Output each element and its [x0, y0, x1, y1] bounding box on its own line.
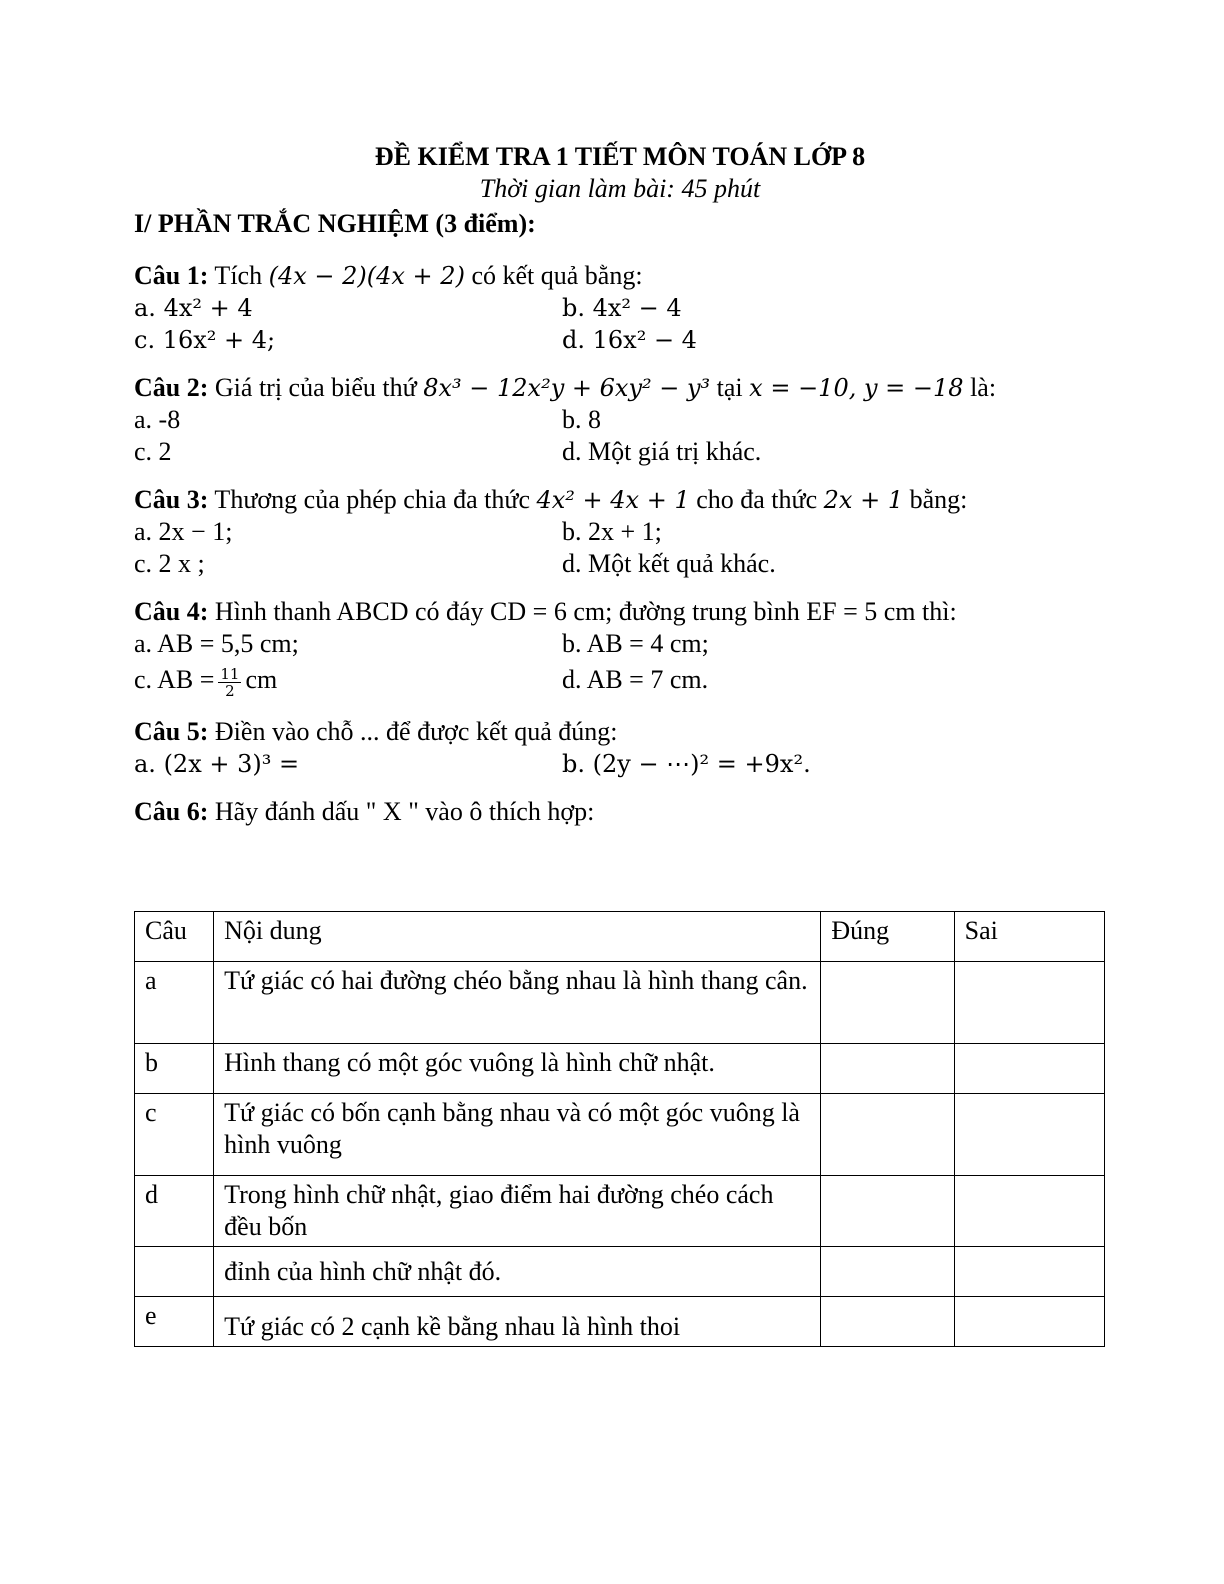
answer-false-cell[interactable] — [954, 1044, 1104, 1094]
table-row — [135, 1176, 1105, 1247]
option-a: a. 2x − 1; — [134, 517, 233, 546]
question-3 — [134, 484, 1106, 580]
option-b: b. 8 — [562, 405, 601, 434]
option-b: b. (2y − ⋯)² = +9x². — [562, 750, 811, 778]
answer-false-cell[interactable] — [954, 1297, 1104, 1347]
row-content: đỉnh của hình chữ nhật đó. — [214, 1247, 821, 1297]
math-expression: (4x − 2)(4x + 2) — [268, 262, 465, 290]
option-c-prefix: c. AB = — [134, 665, 215, 694]
exam-duration: Thời gian làm bài: 45 phút — [479, 174, 761, 203]
options-grid — [134, 404, 1106, 468]
option-a: a. 4x² + 4 — [134, 294, 253, 322]
fraction-numerator: 11 — [220, 664, 240, 683]
exam-title: ĐỀ KIỂM TRA 1 TIẾT MÔN TOÁN LỚP 8 — [374, 142, 866, 171]
options-grid — [134, 516, 1106, 580]
answer-true-cell[interactable] — [821, 1297, 954, 1347]
math-expression: 2x + 1 — [823, 486, 904, 514]
option-a: a. -8 — [134, 405, 181, 434]
option-a: a. (2x + 3)³ = — [134, 750, 300, 778]
question-text: Thương của phép chia đa thức — [208, 485, 537, 514]
answer-true-cell[interactable] — [821, 1044, 954, 1094]
question-label: Câu 4: — [134, 597, 209, 626]
row-content: Tứ giác có hai đường chéo bằng nhau là hình thang cân. — [214, 962, 821, 1044]
fraction — [218, 666, 241, 699]
header-sai: Sai — [954, 912, 1104, 962]
question-label: Câu 2: — [134, 373, 209, 402]
question-5 — [134, 716, 1106, 780]
question-text: Hãy đánh dấu " X " vào ô thích hợp: — [208, 797, 595, 826]
question-2 — [134, 372, 1106, 468]
option-c: c. 16x² + 4; — [134, 326, 276, 354]
answer-true-cell[interactable] — [821, 1247, 954, 1297]
math-expression: 4x² + 4x + 1 — [536, 486, 690, 514]
answer-true-cell[interactable] — [821, 962, 954, 1044]
question-text: tại — [710, 373, 750, 402]
section-heading: I/ PHẦN TRẮC NGHIỆM (3 điểm): — [134, 209, 536, 238]
row-content: Tứ giác có 2 cạnh kề bằng nhau là hình thoi — [214, 1297, 821, 1347]
options-grid — [134, 292, 1106, 356]
option-b: b. AB = 4 cm; — [562, 629, 709, 658]
true-false-table — [134, 911, 1105, 1347]
option-c-unit: cm — [245, 665, 278, 694]
row-id: a — [135, 962, 214, 1044]
option-c — [134, 660, 562, 700]
row-id: b — [135, 1044, 214, 1094]
exam-page — [134, 140, 1106, 844]
question-text: Giá trị của biểu thứ — [208, 373, 424, 402]
table-row — [135, 962, 1105, 1044]
math-expression: 8x³ − 12x²y + 6xy² − y³ — [423, 374, 711, 402]
options-grid — [134, 748, 1106, 780]
question-label: Câu 1: — [134, 261, 209, 290]
answer-false-cell[interactable] — [954, 962, 1104, 1044]
option-d: d. Một giá trị khác. — [562, 437, 762, 466]
table-row — [135, 1044, 1105, 1094]
question-label: Câu 5: — [134, 717, 209, 746]
options-grid — [134, 628, 1106, 700]
row-id: d — [135, 1176, 214, 1247]
answer-true-cell[interactable] — [821, 1176, 954, 1247]
answer-false-cell[interactable] — [954, 1176, 1104, 1247]
answer-false-cell[interactable] — [954, 1247, 1104, 1297]
answer-false-cell[interactable] — [954, 1094, 1104, 1176]
question-text: là: — [963, 373, 997, 402]
header-noi-dung: Nội dung — [214, 912, 821, 962]
row-id — [135, 1247, 214, 1297]
question-6 — [134, 796, 1106, 828]
question-1 — [134, 260, 1106, 356]
question-label: Câu 3: — [134, 485, 209, 514]
question-text: cho đa thức — [689, 485, 824, 514]
table-row — [135, 1094, 1105, 1176]
question-text: Hình thanh ABCD có đáy CD = 6 cm; đường trung bình EF = 5 cm thì: — [208, 597, 957, 626]
row-id: c — [135, 1094, 214, 1176]
option-c: c. 2 — [134, 437, 172, 466]
answer-true-cell[interactable] — [821, 1094, 954, 1176]
row-content: Hình thang có một góc vuông là hình chữ nhật. — [214, 1044, 821, 1094]
header-cau: Câu — [135, 912, 214, 962]
option-c: c. 2 x ; — [134, 549, 205, 578]
row-content: Trong hình chữ nhật, giao điểm hai đường chéo cách đều bốn — [214, 1176, 821, 1247]
question-label: Câu 6: — [134, 797, 209, 826]
option-b: b. 2x + 1; — [562, 517, 662, 546]
question-text: bằng: — [903, 485, 968, 514]
table-row — [135, 1247, 1105, 1297]
fraction-denominator: 2 — [225, 681, 235, 700]
option-d: d. Một kết quả khác. — [562, 549, 776, 578]
option-b: b. 4x² − 4 — [562, 294, 682, 322]
question-text: có kết quả bằng: — [464, 261, 643, 290]
table-row — [135, 1297, 1105, 1347]
row-id: e — [135, 1297, 214, 1347]
question-text: Điền vào chỗ ... để được kết quả đúng: — [208, 717, 618, 746]
table-header-row — [135, 912, 1105, 962]
question-text: Tích — [208, 261, 269, 290]
header-dung: Đúng — [821, 912, 954, 962]
option-a: a. AB = 5,5 cm; — [134, 629, 299, 658]
row-content: Tứ giác có bốn cạnh bằng nhau và có một góc vuông là hình vuông — [214, 1094, 821, 1176]
option-d: d. 16x² − 4 — [562, 326, 697, 354]
option-d: d. AB = 7 cm. — [562, 665, 709, 694]
math-condition: x = −10, y = −18 — [749, 374, 964, 402]
question-4 — [134, 596, 1106, 700]
